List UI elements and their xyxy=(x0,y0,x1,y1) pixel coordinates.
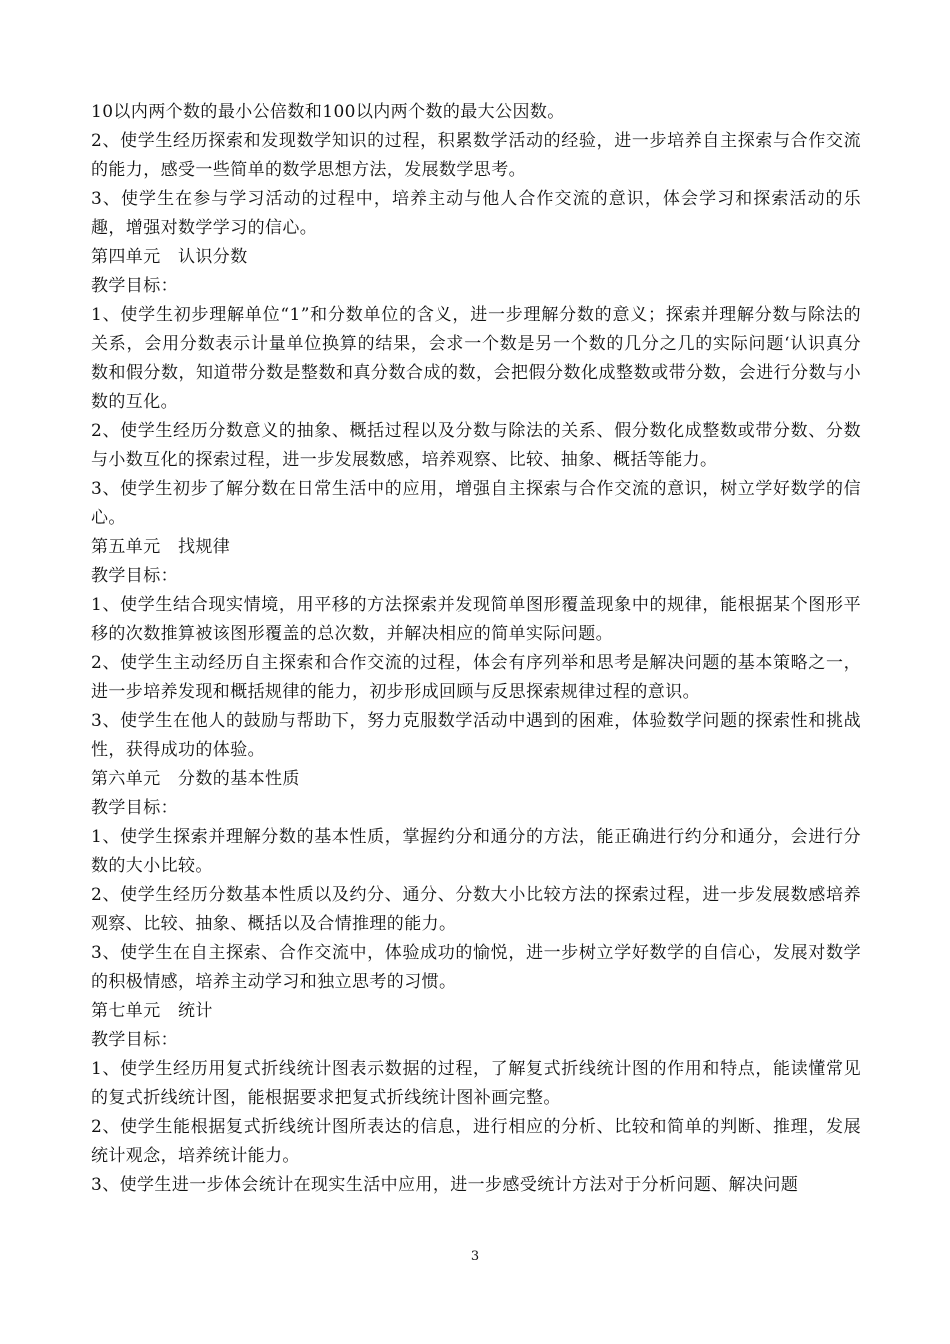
document-body xyxy=(91,98,861,1200)
unit-heading-6: 第六单元 分数的基本性质 xyxy=(91,769,300,789)
unit-heading-5: 第五单元 找规律 xyxy=(91,537,231,557)
paragraph-text: 3、使学生在自主探索、合作交流中，体验成功的愉悦，进一步树立学好数学的自信心，发展对数学的积极情感，培养主动学习和独立思考的习惯。 xyxy=(91,943,861,992)
objectives-label: 教学目标： xyxy=(91,1030,178,1050)
paragraph-text: 1、使学生探索并理解分数的基本性质，掌握约分和通分的方法，能正确进行约分和通分，会进行分数的大小比较。 xyxy=(91,827,861,876)
paragraph-text: 2、使学生经历分数意义的抽象、概括过程以及分数与除法的关系、假分数化成整数或带分数、分数与小数互化的探索过程，进一步发展数感，培养观察、比较、抽象、概括等能力。 xyxy=(91,421,861,470)
objectives-label: 教学目标： xyxy=(91,798,178,818)
paragraph-text: 1、使学生经历用复式折线统计图表示数据的过程，了解复式折线统计图的作用和特点，能读懂常见的复式折线统计图，能根据要求把复式折线统计图补画完整。 xyxy=(91,1059,861,1108)
paragraph-text: 1、使学生结合现实情境，用平移的方法探索并发现简单图形覆盖现象中的规律，能根据某个图形平移的次数推算被该图形覆盖的总次数，并解决相应的简单实际问题。 xyxy=(91,595,861,644)
unit-heading-4: 第四单元 认识分数 xyxy=(91,247,248,267)
paragraph-text: 10以内两个数的最小公倍数和100以内两个数的最大公因数。 xyxy=(91,102,565,122)
paragraph-text: 3、使学生在他人的鼓励与帮助下，努力克服数学活动中遇到的困难，体验数学问题的探索性和挑战性，获得成功的体验。 xyxy=(91,711,861,760)
paragraph-text: 2、使学生主动经历自主探索和合作交流的过程，体会有序列举和思考是解决问题的基本策略之一，进一步培养发现和概括规律的能力，初步形成回顾与反思探索规律过程的意识。 xyxy=(91,653,861,702)
paragraph-text: 3、使学生进一步体会统计在现实生活中应用，进一步感受统计方法对于分析问题、解决问题 xyxy=(91,1175,799,1195)
objectives-label: 教学目标： xyxy=(91,276,178,296)
page-number: 3 xyxy=(470,1249,480,1264)
objectives-label: 教学目标： xyxy=(91,566,178,586)
paragraph-text: 3、使学生在参与学习活动的过程中，培养主动与他人合作交流的意识，体会学习和探索活动的乐趣，增强对数学学习的信心。 xyxy=(91,189,861,238)
paragraph-text: 1、使学生初步理解单位“1”和分数单位的含义，进一步理解分数的意义；探索并理解分数与除法的关系，会用分数表示计量单位换算的结果，会求一个数是另一个数的几分之几的实际问题‘认识真分数和假分数，知道带分数是整数和真分数合成的数，会把假分数化成整数或带分数，会进行分数与小数的互化。 xyxy=(91,305,861,412)
unit-heading-7: 第七单元 统计 xyxy=(91,1001,213,1021)
paragraph-text: 2、使学生经历探索和发现数学知识的过程，积累数学活动的经验，进一步培养自主探索与合作交流的能力，感受一些简单的数学思想方法，发展数学思考。 xyxy=(91,131,861,180)
paragraph-text: 3、使学生初步了解分数在日常生活中的应用，增强自主探索与合作交流的意识，树立学好数学的信心。 xyxy=(91,479,861,528)
paragraph-text: 2、使学生经历分数基本性质以及约分、通分、分数大小比较方法的探索过程，进一步发展数感培养观察、比较、抽象、概括以及合情推理的能力。 xyxy=(91,885,861,934)
paragraph-text: 2、使学生能根据复式折线统计图所表达的信息，进行相应的分析、比较和简单的判断、推理，发展统计观念，培养统计能力。 xyxy=(91,1117,861,1166)
